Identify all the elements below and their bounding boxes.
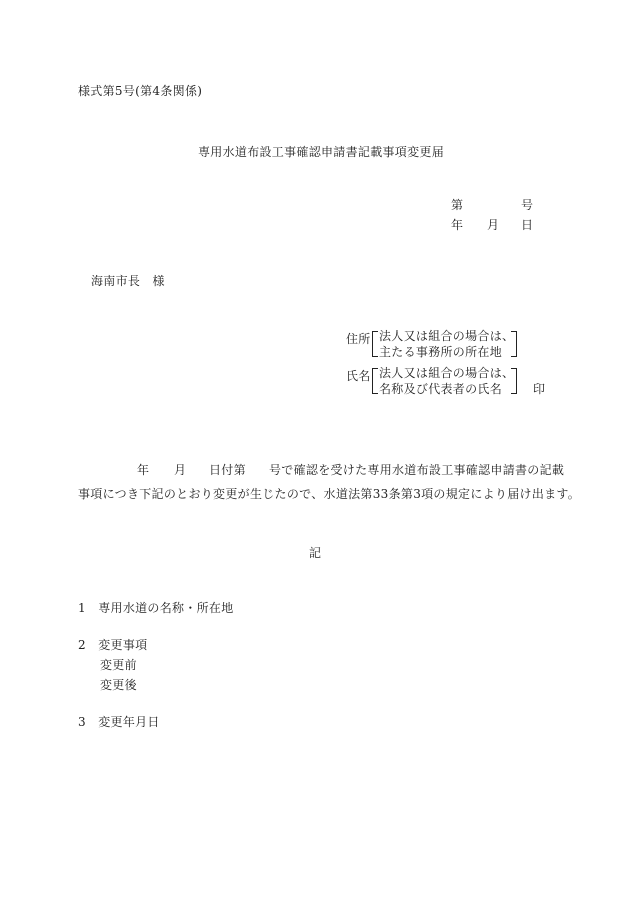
address-bracket-left (372, 331, 378, 357)
item-2-after: 変更後 (100, 678, 137, 692)
item-2: 2 変更事項 (78, 638, 148, 652)
name-note-line1: 法人又は組合の場合は、 (379, 366, 515, 380)
body-month: 月 (174, 463, 187, 477)
address-label: 住所 (346, 332, 371, 346)
name-bracket-right (511, 368, 517, 394)
date-month: 月 (487, 218, 500, 232)
form-number: 様式第5号(第4条関係) (78, 84, 203, 98)
body-line2: 事項につき下記のとおり変更が生じたので、水道法第33条第3項の規定により届け出ます。 (78, 487, 581, 501)
body-year: 年 (137, 463, 150, 477)
body-line1-rest: 号で確認を受けた専用水道布設工事確認申請書の記載 (269, 463, 565, 477)
page-title: 専用水道布設工事確認申請書記載事項変更届 (198, 145, 445, 159)
item-1: 1 専用水道の名称・所在地 (78, 601, 234, 615)
item-2-before: 変更前 (100, 658, 137, 672)
addressee: 海南市長 様 (91, 274, 165, 288)
item-3: 3 変更年月日 (78, 715, 160, 729)
doc-no-prefix: 第 (451, 198, 464, 212)
doc-no-suffix: 号 (521, 198, 534, 212)
date-day: 日 (521, 218, 534, 232)
date-year: 年 (451, 218, 464, 232)
body-day-no: 日付第 (209, 463, 246, 477)
address-note-line2: 主たる事務所の所在地 (379, 345, 503, 359)
seal-mark: 印 (533, 382, 546, 396)
address-bracket-right (511, 331, 517, 357)
name-bracket-left (372, 368, 378, 394)
name-note-line2: 名称及び代表者の氏名 (379, 382, 503, 396)
address-note-line1: 法人又は組合の場合は、 (379, 329, 515, 343)
ki-heading: 記 (309, 546, 322, 560)
name-label: 氏名 (346, 369, 371, 383)
